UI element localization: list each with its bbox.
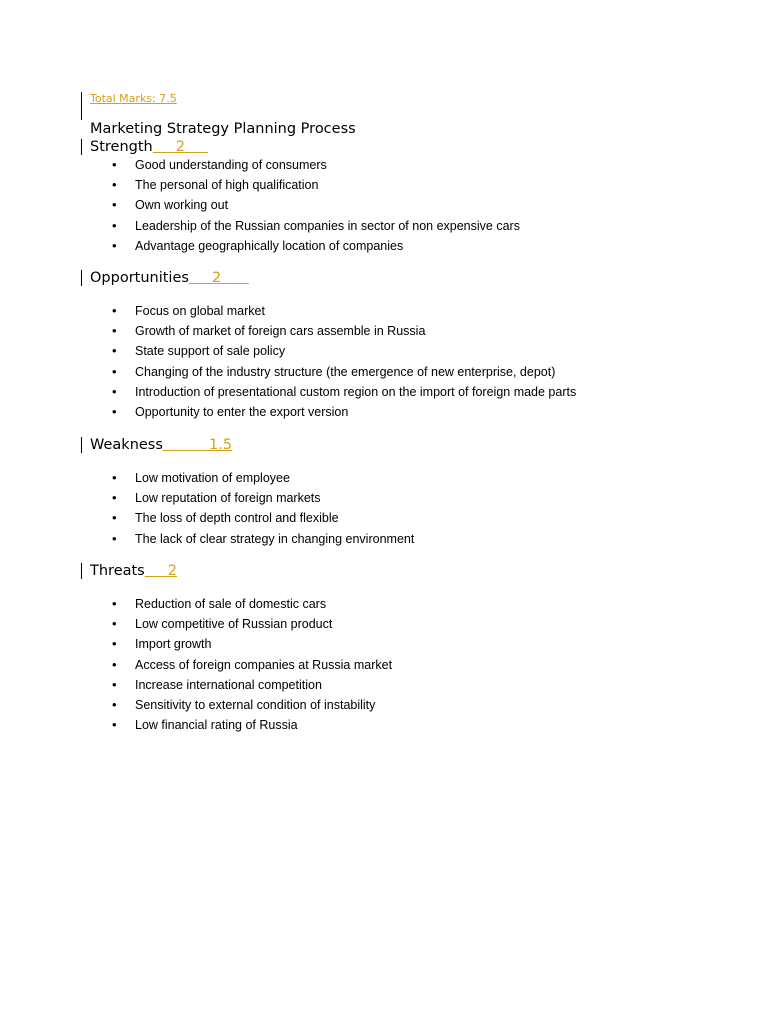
- score-opportunities: 2: [211, 270, 222, 286]
- list-item: • Own working out: [110, 195, 520, 215]
- bullet-icon: •: [112, 323, 117, 339]
- bullet-icon: •: [112, 470, 117, 485]
- bullet-icon: •: [112, 197, 117, 213]
- change-bar-marks: [81, 92, 82, 120]
- list-opportunities: [110, 301, 576, 422]
- list-item: • Growth of market of foreign cars assemble in Russia: [110, 321, 576, 341]
- bullet-icon: •: [112, 676, 117, 692]
- list-item: • Opportunity to enter the export version: [110, 402, 576, 422]
- heading-weakness: [90, 436, 232, 454]
- list-item: • Low motivation of employee: [110, 468, 414, 488]
- score-threats: 2: [167, 563, 178, 579]
- change-bar-strength: [81, 139, 82, 155]
- bullet-icon: •: [112, 717, 117, 733]
- list-item: • State support of sale policy: [110, 341, 576, 361]
- score-strength: 2: [175, 139, 186, 155]
- list-item: • Advantage geographically location of companies: [110, 236, 520, 256]
- list-item: • The loss of depth control and flexible: [110, 508, 414, 528]
- bullet-icon: •: [112, 510, 117, 526]
- bullet-icon: •: [112, 403, 117, 419]
- heading-weakness-label: Weakness: [90, 437, 163, 453]
- list-strength: [110, 155, 520, 256]
- document-title: Marketing Strategy Planning Process: [90, 121, 356, 137]
- bullet-icon: •: [112, 237, 117, 253]
- list-item: • The lack of clear strategy in changing environment: [110, 529, 414, 549]
- list-item: • Low reputation of foreign markets: [110, 488, 414, 508]
- bullet-icon: •: [112, 157, 117, 172]
- bullet-icon: •: [112, 343, 117, 359]
- list-item: • Focus on global market: [110, 301, 576, 321]
- list-weakness: [110, 468, 414, 549]
- bullet-icon: •: [112, 490, 117, 506]
- score-weakness: 1.5: [209, 437, 233, 453]
- bullet-icon: •: [112, 530, 117, 546]
- bullet-icon: •: [112, 596, 117, 611]
- bullet-icon: •: [112, 636, 117, 652]
- bullet-icon: •: [112, 696, 117, 712]
- bullet-icon: •: [112, 177, 117, 193]
- list-item: • Good understanding of consumers: [110, 155, 520, 175]
- list-threats: [110, 594, 392, 735]
- heading-opportunities-label: Opportunities: [90, 270, 189, 286]
- heading-strength-label: Strength: [90, 139, 153, 155]
- list-item: • The personal of high qualification: [110, 175, 520, 195]
- heading-threats-label: Threats: [90, 563, 145, 579]
- list-item: • Leadership of the Russian companies in sector of non expensive cars: [110, 216, 520, 236]
- list-item: • Access of foreign companies at Russia market: [110, 655, 392, 675]
- list-item: • Sensitivity to external condition of instability: [110, 695, 392, 715]
- bullet-icon: •: [112, 303, 117, 318]
- list-item: • Low competitive of Russian product: [110, 614, 392, 634]
- heading-threats: [90, 562, 177, 580]
- heading-opportunities: [90, 269, 249, 287]
- list-item: • Increase international competition: [110, 675, 392, 695]
- list-item: • Introduction of presentational custom region on the import of foreign made parts: [110, 382, 576, 402]
- list-item: • Low financial rating of Russia: [110, 715, 392, 735]
- bullet-icon: •: [112, 656, 117, 672]
- list-item: • Changing of the industry structure (the emergence of new enterprise, depot): [110, 362, 576, 382]
- heading-strength: [90, 138, 208, 156]
- bullet-icon: •: [112, 616, 117, 632]
- list-item: • Import growth: [110, 634, 392, 654]
- bullet-icon: •: [112, 383, 117, 399]
- change-bar-weakness: [81, 437, 82, 453]
- total-marks-note: Total Marks: 7.5: [90, 92, 177, 105]
- change-bar-opportunities: [81, 270, 82, 286]
- list-item: • Reduction of sale of domestic cars: [110, 594, 392, 614]
- bullet-icon: •: [112, 363, 117, 379]
- change-bar-threats: [81, 563, 82, 579]
- bullet-icon: •: [112, 217, 117, 233]
